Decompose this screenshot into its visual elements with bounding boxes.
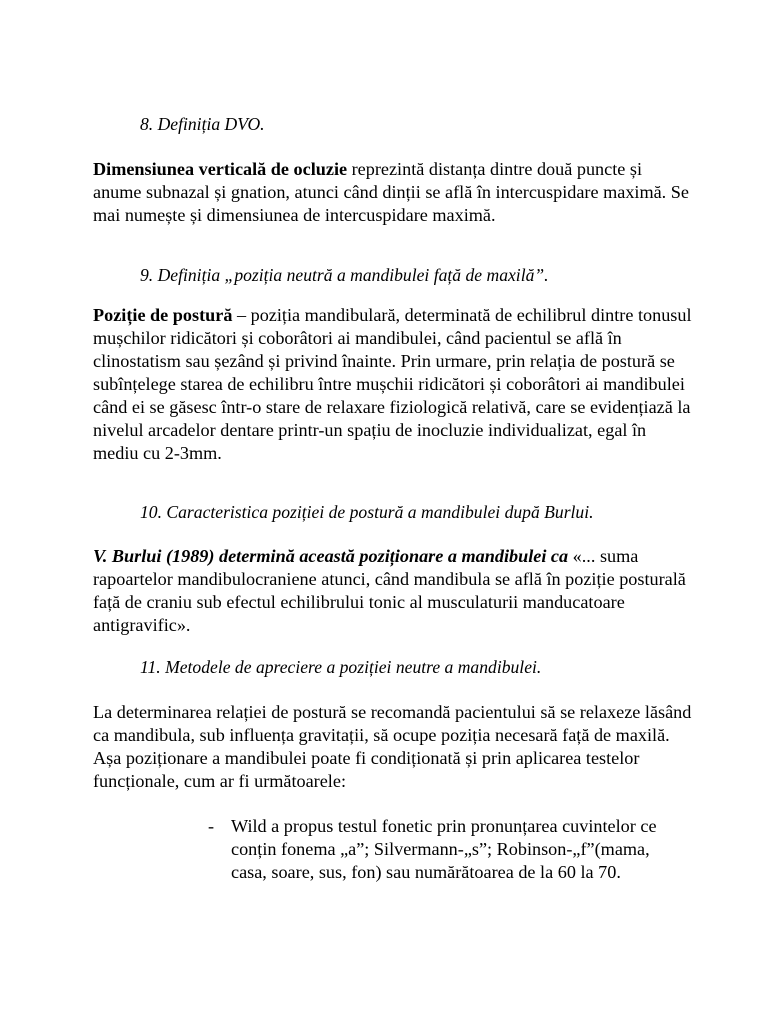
paragraph-posture-text: – poziția mandibulară, determinată de echilibrul dintre tonusul mușchilor ridicători și coborâtori ai mandibulei, când pacientul se află în clinostatism sau șezând și privind înainte. Prin urmare, prin relația de postură se subînțelege starea de echilibru între mușchii ridicători și coborâtori ai mandibulei când ei se găsesc într-o stare de relaxare fiziologică relativă, care se evidențiază la nivelul arcadelor dentare printr-un spațiu de inocluzie individualizat, egal în mediu cu 2-3mm. xyxy=(93,305,692,463)
list-item-text: Wild a propus testul fonetic prin pronunțarea cuvintelor ce conțin fonema „a”; Silvermann-„s”; Robinson-„f”(mama, casa, soare, sus, fon) sau numărătoarea de la 60 la 70. xyxy=(231,816,657,882)
term-burlui: V. Burlui (1989) determină această poziționare a mandibulei ca xyxy=(93,546,569,566)
term-posture-position: Poziție de postură xyxy=(93,305,233,325)
list-item xyxy=(208,815,688,884)
methods-list xyxy=(208,815,688,884)
section-heading-methods: 11. Metodele de apreciere a poziției neutre a mandibulei. xyxy=(140,657,542,677)
paragraph-burlui-text: «... suma rapoartelor mandibulocraniene atunci, când mandibula se află în poziție posturală față de craniu sub efectul echilibrului tonic al musculaturii manducatoare antigravific». xyxy=(93,546,686,635)
list-marker: - xyxy=(208,816,215,836)
section-heading-burlui: 10. Caracteristica poziției de postură a mandibulei după Burlui. xyxy=(140,502,594,522)
paragraph-dvo-definition xyxy=(93,158,693,227)
term-dvo: Dimensiunea verticală de ocluzie xyxy=(93,159,348,179)
paragraph-methods: La determinarea relației de postură se recomandă pacientului să se relaxeze lăsând ca mandibula, sub influența gravitații, să ocupe poziția necesară față de maxilă. Așa poziționare a mandibulei poate fi condiționată și prin aplicarea testelor funcționale, cum ar fi următoarele: xyxy=(93,702,692,791)
paragraph-posture-position xyxy=(93,304,693,465)
paragraph-burlui xyxy=(93,545,693,637)
section-heading-dvo-definition: 8. Definiția DVO. xyxy=(140,114,265,134)
paragraph-dvo-text: reprezintă distanța dintre două puncte și anume subnazal și gnation, atunci când dinții se află în intercuspidare maximă. Se mai numește și dimensiunea de intercuspidare maximă. xyxy=(93,159,689,225)
section-heading-neutral-position: 9. Definiția „poziția neutră a mandibulei față de maxilă”. xyxy=(140,265,549,285)
